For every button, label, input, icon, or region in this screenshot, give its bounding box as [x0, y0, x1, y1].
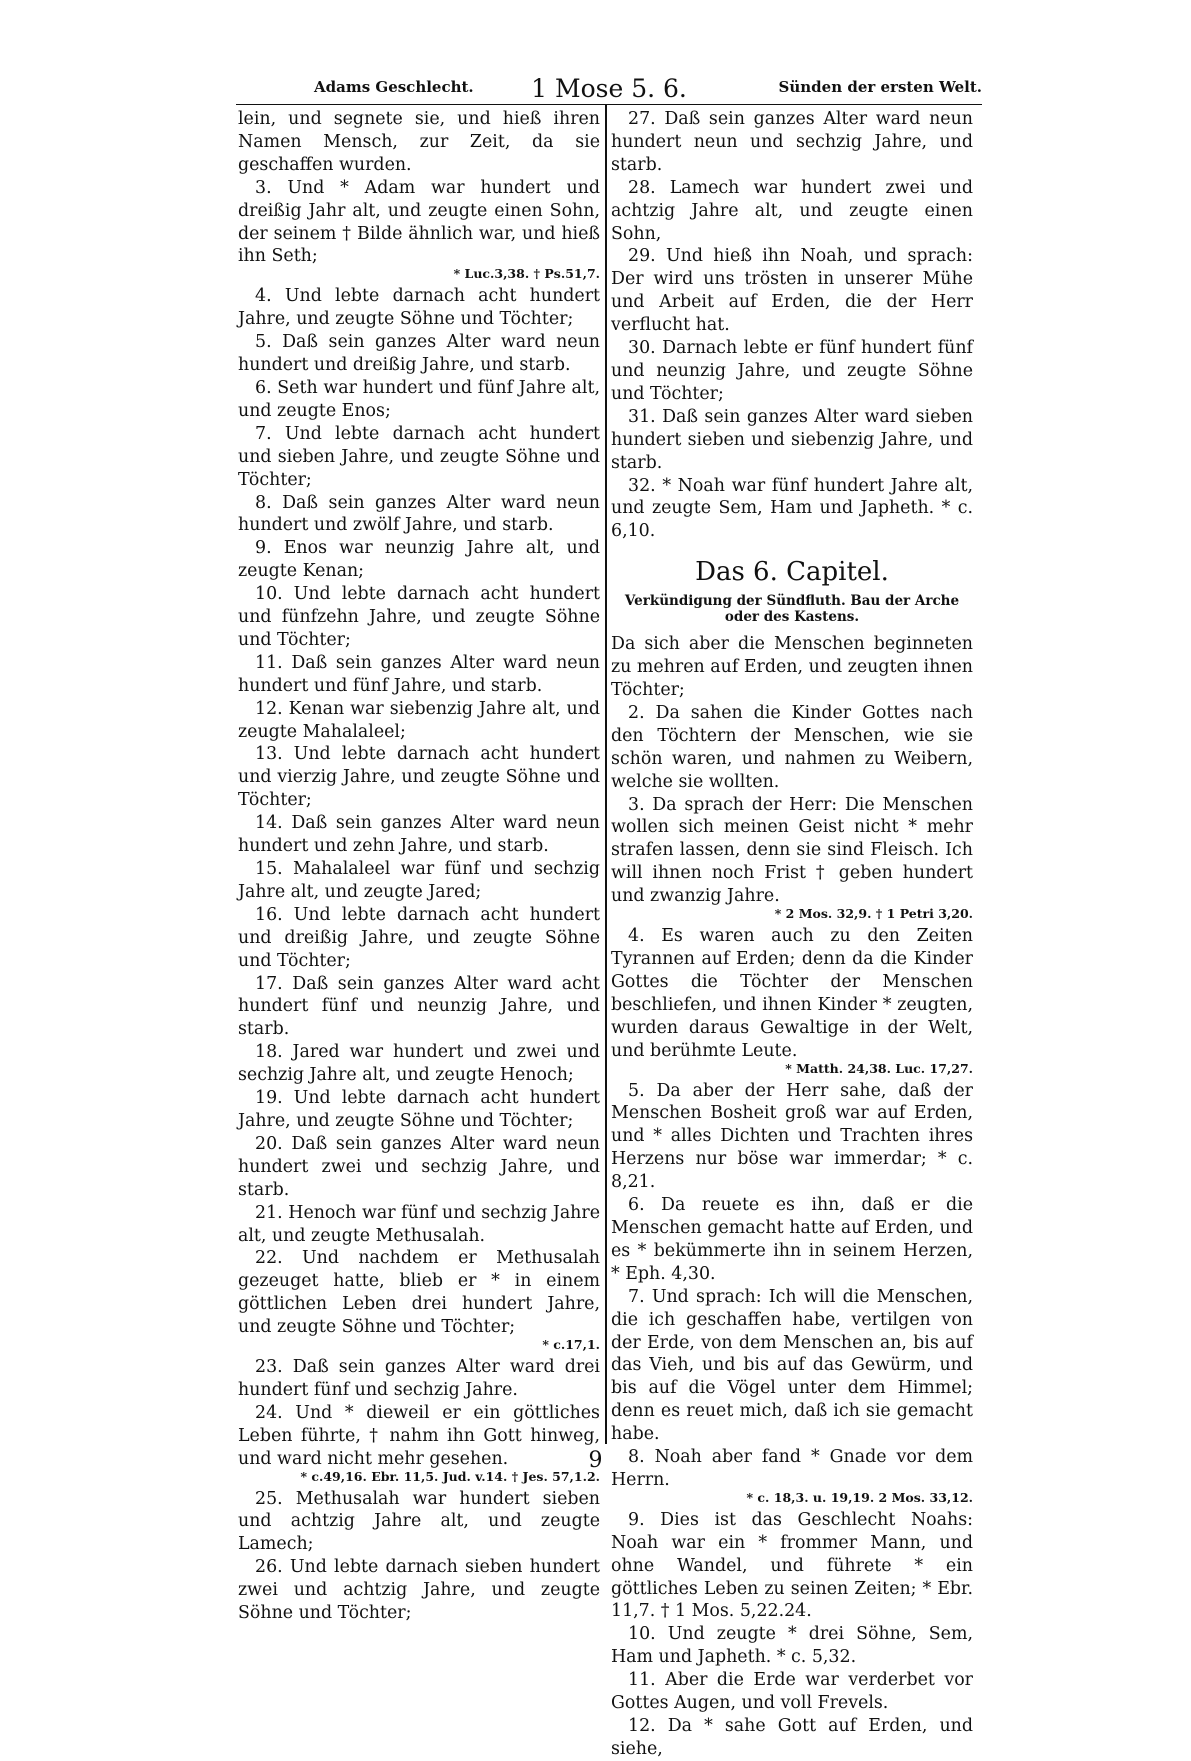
verse: 5. Da aber der Herr sahe, daß der Menschen Bosheit groß war auf Erden, und * alles Dichten und Trachten ihres Herzens nur böse war immerdar; * c. 8,21.	[611, 1080, 973, 1193]
verse: 4. Es waren auch zu den Zeiten Tyrannen auf Erden; denn da die Kinder Gottes die Töchter der Menschen beschliefen, und ihnen Kinder * zeugten, wurden daraus Gewaltige in der Welt, und berühmte Leute.	[611, 926, 973, 1061]
cross-reference: * c. 18,3. u. 19,19. 2 Mos. 33,12.	[746, 1489, 973, 1505]
verse: 7. Und sprach: Ich will die Menschen, die ich geschaffen habe, vertilgen von der Erde, von dem Menschen an, bis auf das Vieh, und bis auf das Gewürm, und bis auf die Vögel unter dem Himmel; denn es reuet mich, daß ich sie gemacht habe.	[611, 1286, 973, 1445]
verse: 26. Und lebte darnach sieben hundert zwei und achtzig Jahre, und zeugte Söhne und Töchter;	[238, 1557, 600, 1624]
verse: 9. Enos war neunzig Jahre alt, und zeugte Kenan;	[238, 538, 600, 582]
verse: 30. Darnach lebte er fünf hundert fünf und neunzig Jahre, und zeugte Söhne und Töchter;	[611, 338, 973, 404]
verse: 8. Daß sein ganzes Alter ward neun hundert und zwölf Jahre, und starb.	[238, 492, 600, 536]
verse: 16. Und lebte darnach acht hundert und dreißig Jahre, und zeugte Söhne und Töchter;	[238, 904, 600, 971]
verse: 5. Daß sein ganzes Alter ward neun hundert und dreißig Jahre, und starb.	[238, 332, 600, 376]
chapter-summary: Verkündigung der Sündfluth. Bau der Arche oder des Kastens.	[624, 593, 960, 626]
verse: 3. Und * Adam war hundert und dreißig Jahr alt, und zeugte einen Sohn, der seinem † Bilde ähnlich war, und hieß ihn Seth;	[238, 177, 600, 267]
header-book-reference: 1 Mose 5. 6.	[531, 74, 687, 103]
chapter-title: Das 6. Capitel.	[695, 557, 889, 588]
verse: 23. Daß sein ganzes Alter ward drei hundert fünf und sechzig Jahre.	[238, 1357, 600, 1400]
running-header	[236, 74, 982, 102]
verse: 11. Aber die Erde war verderbet vor Gottes Augen, und voll Frevels.	[611, 1670, 973, 1714]
verse: 11. Daß sein ganzes Alter ward neun hundert und fünf Jahre, und starb.	[238, 652, 600, 696]
verse: 8. Noah aber fand * Gnade vor dem Herrn.	[611, 1447, 973, 1490]
cross-reference: * Luc.3,38. † Ps.51,7.	[453, 266, 600, 282]
verse: 13. Und lebte darnach acht hundert und vierzig Jahre, und zeugte Söhne und Töchter;	[238, 744, 600, 811]
verse: 17. Daß sein ganzes Alter ward acht hundert fünf und neunzig Jahre, und starb.	[238, 973, 600, 1040]
verse: 18. Jared war hundert und zwei und sechzig Jahre alt, und zeugte Henoch;	[238, 1042, 600, 1086]
verse: 31. Daß sein ganzes Alter ward sieben hundert sieben und siebenzig Jahre, und starb.	[611, 406, 973, 473]
cross-reference: * 2 Mos. 32,9. † 1 Petri 3,20.	[774, 906, 973, 922]
verse: 21. Henoch war fünf und sechzig Jahre alt, und zeugte Methusalah.	[238, 1202, 600, 1246]
verse: lein, und segnete sie, und hieß ihren Namen Mensch, zur Zeit, da sie geschaffen wurden.	[238, 109, 600, 175]
verse: 27. Daß sein ganzes Alter ward neun hundert neun und sechzig Jahre, und starb.	[611, 109, 973, 175]
verse: 3. Da sprach der Herr: Die Menschen wollen sich meinen Geist nicht * mehr strafen lassen, denn sie sind Fleisch. Ich will ihnen noch Frist † geben hundert und zwanzig Jahre.	[611, 794, 973, 907]
verse: 6. Da reuete es ihn, daß er die Menschen gemacht hatte auf Erden, und es * bekümmerte ihn in seinem Herzen, * Eph. 4,30.	[611, 1195, 973, 1284]
right-column	[611, 108, 973, 1761]
header-rule	[236, 104, 982, 105]
column-separator	[605, 104, 607, 1444]
verse: 12. Kenan war siebenzig Jahre alt, und zeugte Mahalaleel;	[238, 698, 600, 742]
verse: 28. Lamech war hundert zwei und achtzig Jahre alt, und zeugte einen Sohn,	[611, 177, 973, 244]
right-column-bottom	[611, 633, 973, 1761]
verse: 15. Mahalaleel war fünf und sechzig Jahre alt, und zeugte Jared;	[238, 859, 600, 902]
verse: 19. Und lebte darnach acht hundert Jahre, und zeugte Söhne und Töchter;	[238, 1088, 600, 1131]
left-column	[238, 108, 600, 1625]
page-number: 9	[588, 1448, 603, 1473]
verse: 22. Und nachdem er Methusalah gezeuget hatte, blieb er * in einem göttlichen Leben drei hundert Jahre, und zeugte Söhne und Töchter;	[238, 1248, 600, 1338]
header-left-title: Adams Geschlecht.	[314, 78, 474, 96]
verse: 7. Und lebte darnach acht hundert und sieben Jahre, und zeugte Söhne und Töchter;	[238, 423, 600, 490]
verse: 2. Da sahen die Kinder Gottes nach den Töchtern der Menschen, wie sie schön waren, und nahmen zu Weibern, welche sie wollten.	[611, 702, 973, 792]
verse: 4. Und lebte darnach acht hundert Jahre, und zeugte Söhne und Töchter;	[238, 286, 600, 330]
cross-reference: * c.49,16. Ebr. 11,5. Jud. v.14. † Jes. 57,1.2.	[300, 1468, 600, 1484]
verse: 10. Und lebte darnach acht hundert und fünfzehn Jahre, und zeugte Söhne und Töchter;	[238, 584, 600, 650]
verse: 6. Seth war hundert und fünf Jahre alt, und zeugte Enos;	[238, 377, 600, 421]
verse: 9. Dies ist das Geschlecht Noahs: Noah war ein * frommer Mann, und ohne Wandel, und führete * ein göttliches Leben zu seinen Zeiten; * Ebr. 11,7. † 1 Mos. 5,22.24.	[611, 1509, 973, 1622]
verse: 10. Und zeugte * drei Söhne, Sem, Ham und Japheth. * c. 5,32.	[611, 1624, 973, 1668]
verse: Da sich aber die Menschen beginneten zu mehren auf Erden, und zeugten ihnen Töchter;	[611, 634, 973, 701]
verse: 20. Daß sein ganzes Alter ward neun hundert zwei und sechzig Jahre, und starb.	[238, 1133, 600, 1200]
verse: 24. Und * dieweil er ein göttliches Leben führte, † nahm ihn Gott hinweg, und ward nicht mehr gesehen.	[238, 1402, 600, 1469]
verse: 25. Methusalah war hundert sieben und achtzig Jahre alt, und zeugte Lamech;	[238, 1488, 600, 1555]
header-right-title: Sünden der ersten Welt.	[778, 78, 982, 96]
right-column-top	[611, 108, 973, 543]
verse: 12. Da * sahe Gott auf Erden, und siehe,	[611, 1716, 973, 1759]
cross-reference: * Matth. 24,38. Luc. 17,27.	[785, 1060, 973, 1076]
verse: 29. Und hieß ihn Noah, und sprach: Der wird uns trösten in unserer Mühe und Arbeit auf Erden, die der Herr verflucht hat.	[611, 246, 973, 336]
cross-reference: * c.17,1.	[542, 1337, 600, 1353]
verse: 14. Daß sein ganzes Alter ward neun hundert und zehn Jahre, und starb.	[238, 813, 600, 857]
verse: 32. * Noah war fünf hundert Jahre alt, und zeugte Sem, Ham und Japheth. * c. 6,10.	[611, 475, 973, 542]
